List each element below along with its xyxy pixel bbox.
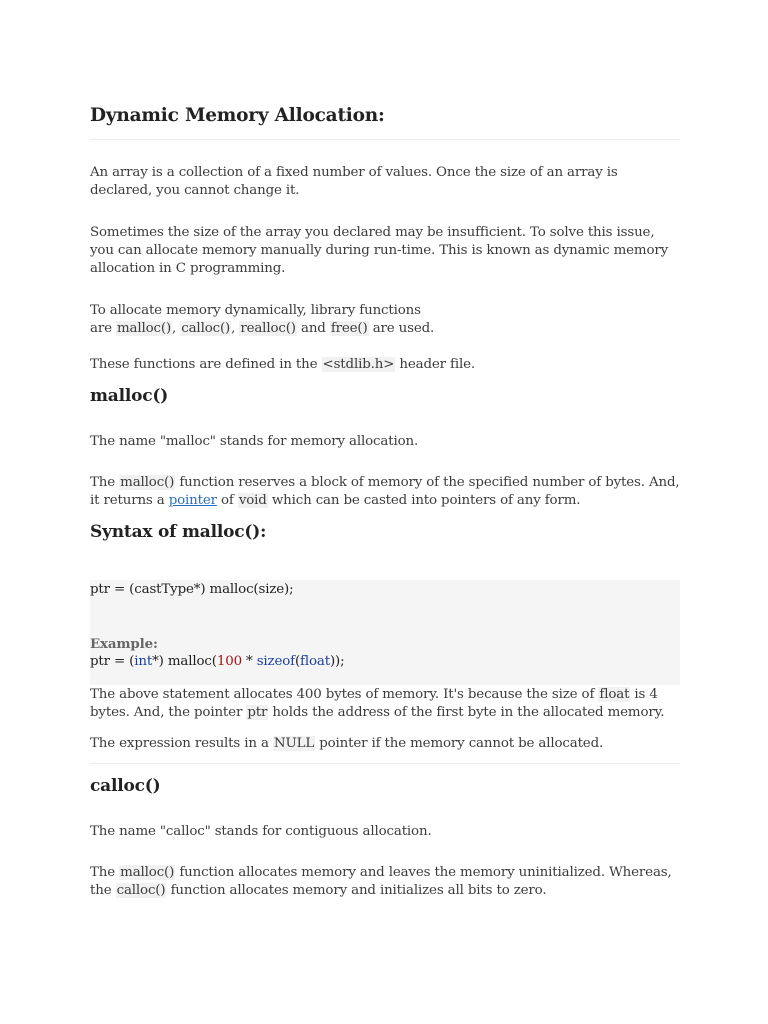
code-keyword-sizeof: sizeof	[256, 654, 295, 669]
inline-code-malloc: malloc()	[120, 475, 175, 490]
inline-code-ptr: ptr	[247, 705, 268, 720]
text: To allocate memory dynamically, library functions	[90, 303, 421, 318]
code-keyword-float: float	[300, 654, 330, 669]
after-paragraph-2	[90, 735, 680, 753]
code-token: *	[241, 654, 257, 669]
code-token: *) malloc(	[152, 654, 217, 669]
code-number: 100	[216, 654, 242, 669]
title-divider	[90, 139, 680, 140]
page-title: Dynamic Memory Allocation:	[90, 105, 385, 126]
text: of	[221, 493, 234, 508]
text: is 4 bytes. And, the pointer	[90, 687, 658, 720]
text: and	[300, 321, 326, 336]
text: function allocates memory and initializes all bits to zero.	[170, 883, 547, 898]
malloc-paragraph-1: The name "malloc" stands for memory allocation.	[90, 434, 419, 449]
text: These functions are defined in the	[90, 357, 318, 372]
inline-code-realloc: realloc()	[240, 321, 296, 336]
code-keyword-int: int	[134, 654, 153, 669]
section-divider	[90, 763, 680, 764]
heading-malloc: malloc()	[90, 386, 169, 406]
text: The	[90, 865, 116, 880]
heading-syntax: Syntax of malloc():	[90, 522, 267, 542]
heading-calloc: calloc()	[90, 776, 161, 796]
pointer-link[interactable]: pointer	[168, 493, 217, 508]
text: The above statement allocates 400 bytes of memory. It's because the size of	[90, 687, 595, 702]
text: pointer if the memory cannot be allocated.	[319, 736, 604, 751]
inline-code-free: free()	[330, 321, 368, 336]
text: function allocates memory and leaves the memory uninitialized. Whereas, the	[90, 865, 672, 898]
inline-code-float: float	[599, 687, 630, 702]
text: ,	[172, 321, 177, 336]
intro-paragraph-4	[90, 356, 680, 374]
text: are used.	[372, 321, 435, 336]
text: holds the address of the first byte in the allocated memory.	[272, 705, 665, 720]
inline-code-malloc: malloc()	[120, 865, 175, 880]
malloc-paragraph-2	[90, 474, 680, 510]
text: function reserves a block of memory of the specified number of bytes. And, it returns a	[90, 475, 680, 508]
text: The	[90, 475, 116, 490]
text: are	[90, 321, 112, 336]
inline-code-calloc: calloc()	[181, 321, 231, 336]
inline-code-null: NULL	[273, 736, 315, 751]
code-token: (	[294, 654, 301, 669]
code-syntax-line: ptr = (castType*) malloc(size);	[90, 582, 294, 597]
text: ,	[231, 321, 236, 336]
inline-code-void: void	[238, 493, 267, 508]
calloc-paragraph-2	[90, 864, 680, 900]
example-label: Example:	[90, 636, 158, 652]
intro-paragraph-1: An array is a collection of a fixed number of values. Once the size of an array is declared, you cannot change it.	[90, 165, 618, 198]
intro-paragraph-2: Sometimes the size of the array you declared may be insufficient. To solve this issue, you can allocate memory manually during run-time. This is known as dynamic memory allocation in C programming.	[90, 225, 669, 276]
code-example-line	[90, 653, 680, 671]
intro-paragraph-3	[90, 302, 680, 338]
after-paragraph-1	[90, 686, 680, 722]
inline-code-stdlib: <stdlib.h>	[322, 357, 395, 372]
calloc-paragraph-1: The name "calloc" stands for contiguous allocation.	[90, 824, 432, 839]
text: The expression results in a	[90, 736, 269, 751]
text: which can be casted into pointers of any form.	[271, 493, 581, 508]
inline-code-malloc: malloc()	[116, 321, 172, 336]
code-token: ));	[329, 654, 345, 669]
code-token: ptr = (	[90, 654, 135, 669]
inline-code-calloc: calloc()	[116, 883, 166, 898]
text: header file.	[399, 357, 475, 372]
